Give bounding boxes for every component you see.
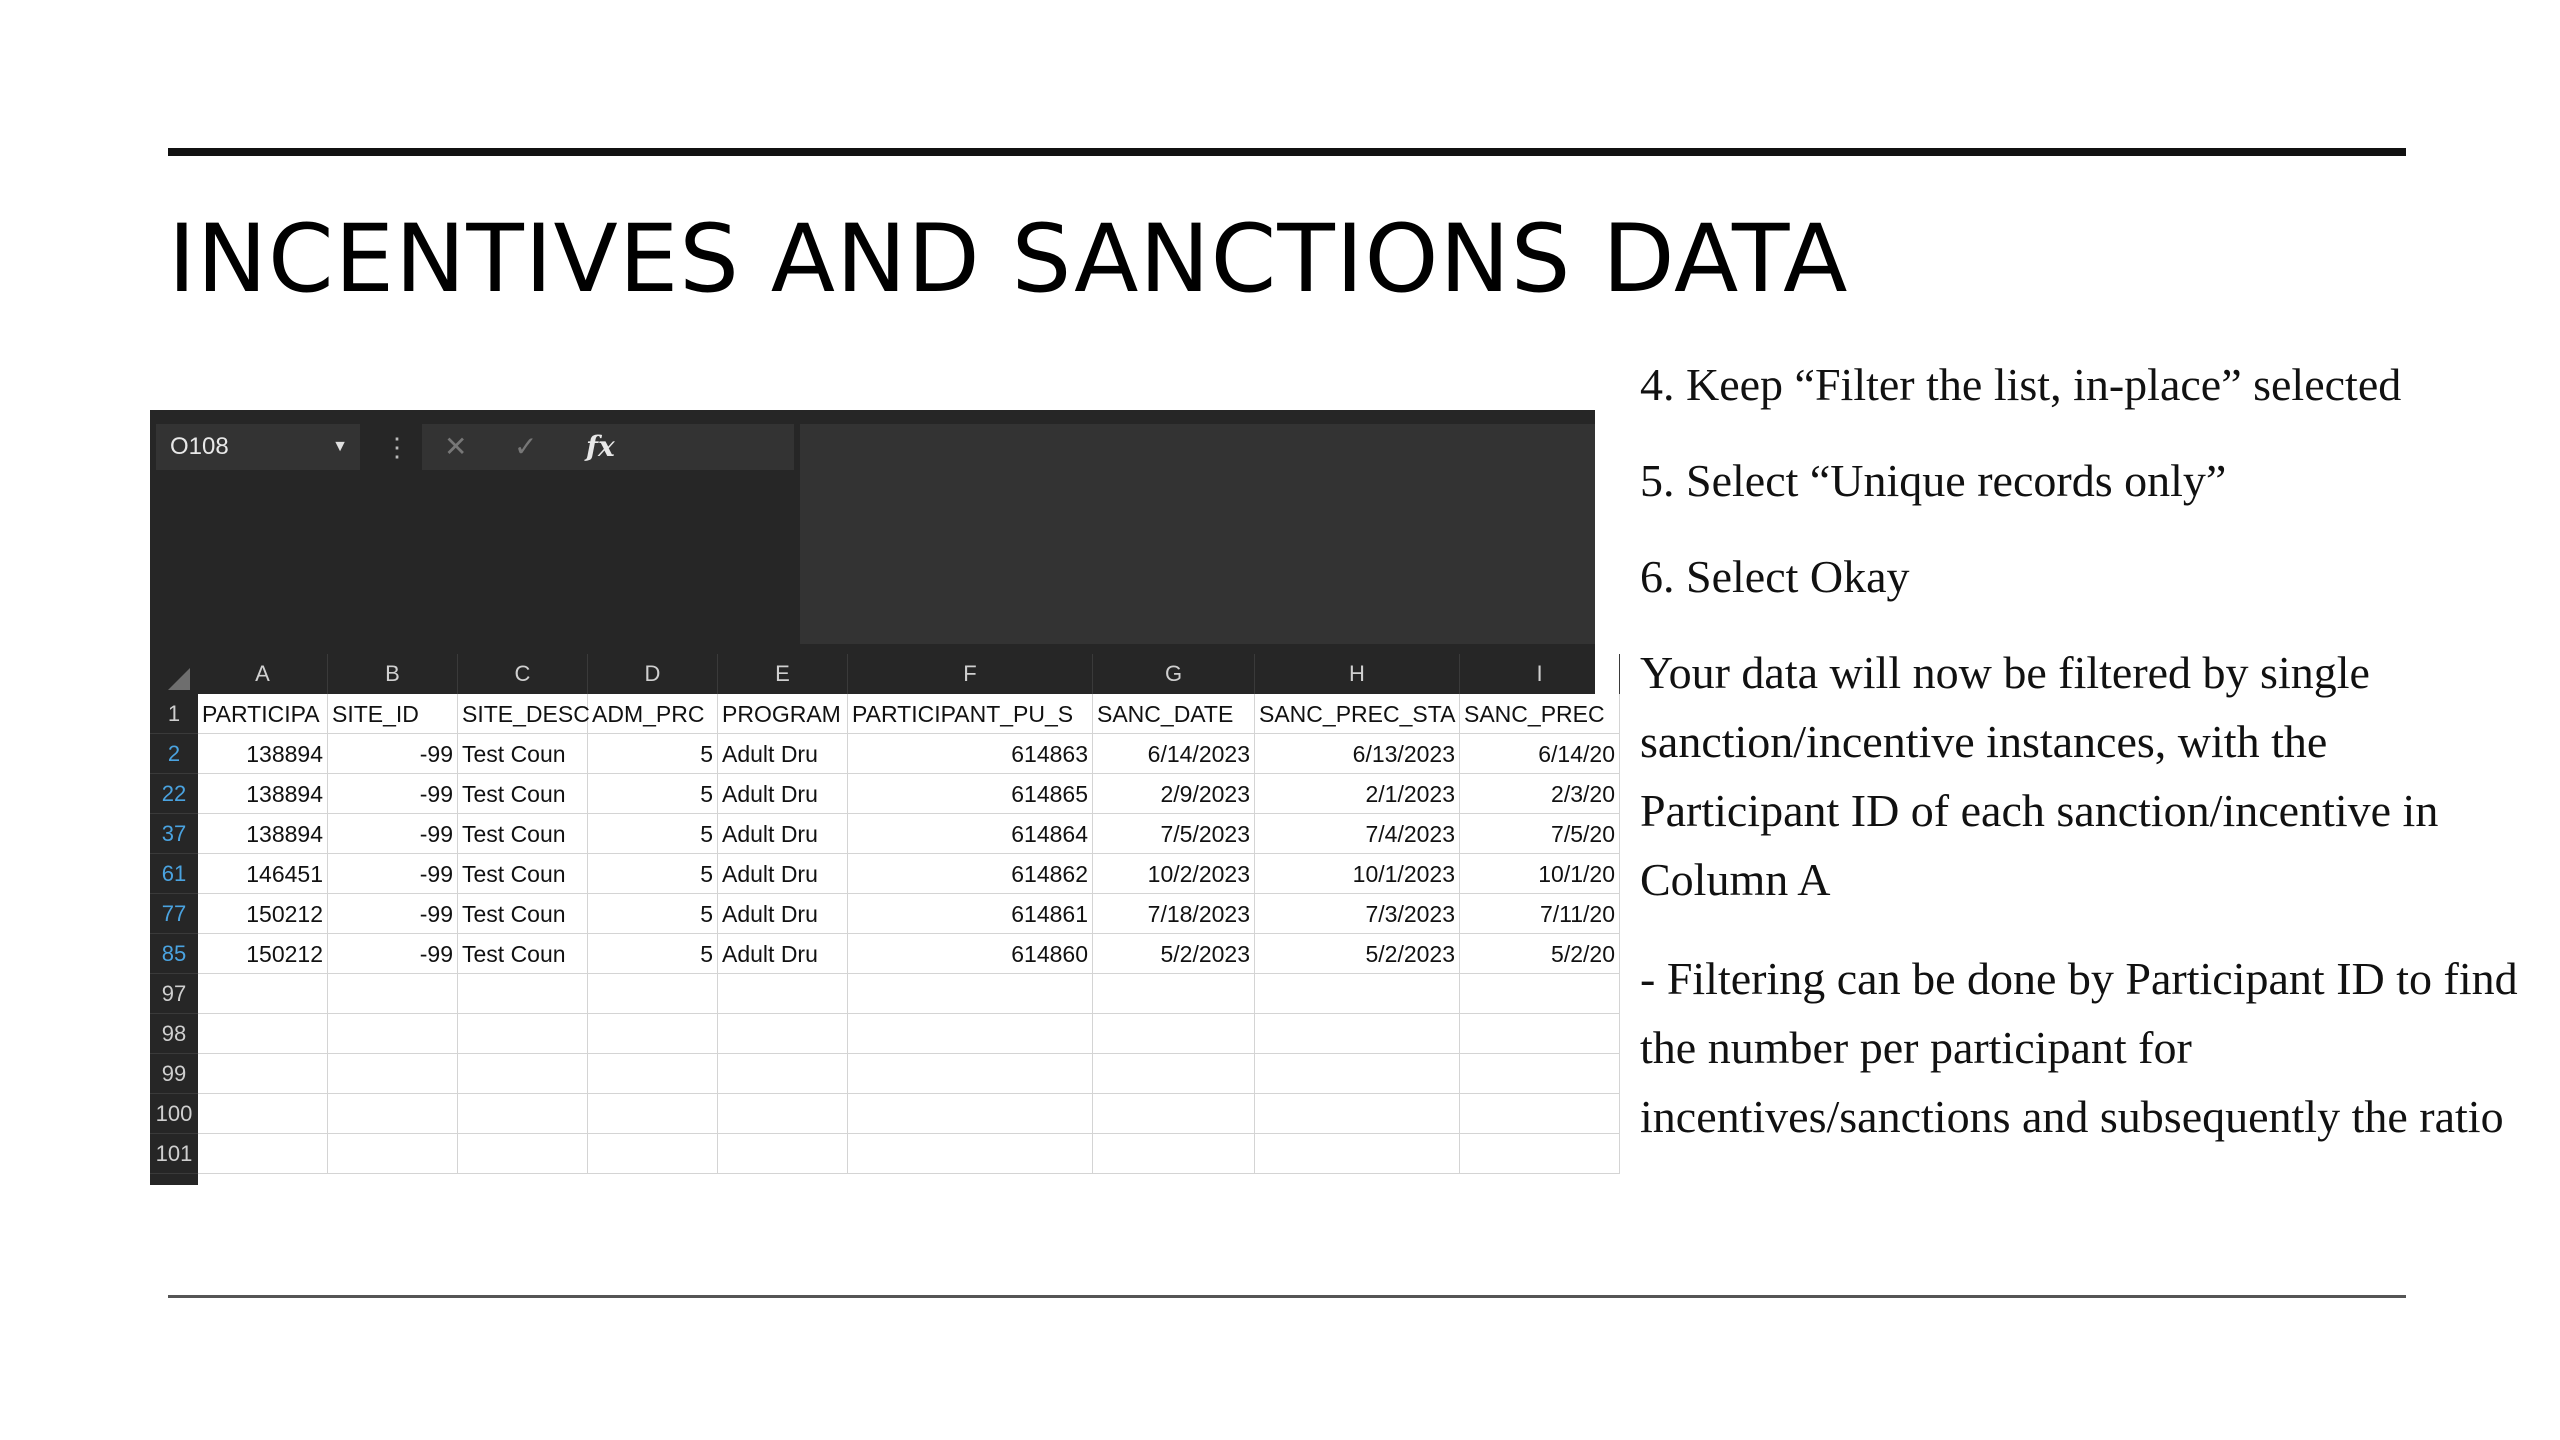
- cell[interactable]: [458, 1134, 588, 1174]
- cell[interactable]: 614860: [848, 934, 1093, 974]
- cell[interactable]: [588, 1014, 718, 1054]
- cell[interactable]: 2/3/20: [1460, 774, 1620, 814]
- cell[interactable]: [458, 1014, 588, 1054]
- result-text: Your data will now be filtered by single sanction/incentive instances, with the Participant ID of each sanction/incentive in Column A: [1640, 647, 2439, 905]
- column-header-c[interactable]: C: [458, 654, 588, 694]
- cell[interactable]: 7/3/2023: [1255, 894, 1460, 934]
- cell[interactable]: -99: [328, 934, 458, 974]
- row-header[interactable]: 101: [150, 1134, 198, 1174]
- header-cell[interactable]: SANC_PREC_STA: [1255, 694, 1460, 734]
- cell[interactable]: [1093, 1134, 1255, 1174]
- cell[interactable]: Test Coun: [458, 934, 588, 974]
- insert-function-icon[interactable]: fx: [586, 430, 615, 463]
- cell[interactable]: [588, 1054, 718, 1094]
- cell[interactable]: 7/5/2023: [1093, 814, 1255, 854]
- top-rule: [168, 148, 2406, 156]
- cell[interactable]: [328, 1094, 458, 1134]
- header-cell[interactable]: SANC_DATE: [1093, 694, 1255, 734]
- cell[interactable]: Test Coun: [458, 854, 588, 894]
- cell[interactable]: [328, 1134, 458, 1174]
- cell[interactable]: Test Coun: [458, 774, 588, 814]
- header-cell[interactable]: PARTICIPA: [198, 694, 328, 734]
- cell[interactable]: [718, 974, 848, 1014]
- excel-toolbar: [150, 410, 1595, 645]
- step-6-text: 6. Select Okay: [1640, 551, 1910, 602]
- cell[interactable]: Adult Dru: [718, 854, 848, 894]
- cell[interactable]: [1460, 1094, 1620, 1134]
- cell[interactable]: 150212: [198, 894, 328, 934]
- cell[interactable]: 2/9/2023: [1093, 774, 1255, 814]
- cell[interactable]: 2/1/2023: [1255, 774, 1460, 814]
- column-header-h[interactable]: H: [1255, 654, 1460, 694]
- excel-screenshot: [150, 410, 1615, 1185]
- cell[interactable]: [1255, 1054, 1460, 1094]
- cell[interactable]: 5: [588, 934, 718, 974]
- spreadsheet-grid: [198, 694, 1615, 1185]
- cell[interactable]: [1255, 974, 1460, 1014]
- row-header[interactable]: 2: [150, 734, 198, 774]
- row-header[interactable]: 98: [150, 1014, 198, 1054]
- row-header[interactable]: 85: [150, 934, 198, 974]
- cell[interactable]: [588, 1134, 718, 1174]
- cell[interactable]: 614864: [848, 814, 1093, 854]
- cell[interactable]: -99: [328, 734, 458, 774]
- cell[interactable]: -99: [328, 894, 458, 934]
- formula-bar[interactable]: [800, 424, 1595, 644]
- cell[interactable]: [198, 1134, 328, 1174]
- cell[interactable]: [718, 1014, 848, 1054]
- cell[interactable]: 7/5/20: [1460, 814, 1620, 854]
- cell[interactable]: Adult Dru: [718, 774, 848, 814]
- cell[interactable]: 138894: [198, 814, 328, 854]
- column-header-e[interactable]: E: [718, 654, 848, 694]
- cell[interactable]: [1460, 974, 1620, 1014]
- header-cell[interactable]: SITE_ID: [328, 694, 458, 734]
- row-header[interactable]: 99: [150, 1054, 198, 1094]
- cell[interactable]: [198, 1054, 328, 1094]
- cell[interactable]: 5/2/2023: [1093, 934, 1255, 974]
- cell[interactable]: Test Coun: [458, 814, 588, 854]
- cell[interactable]: [1093, 1054, 1255, 1094]
- cell[interactable]: Adult Dru: [718, 894, 848, 934]
- cell[interactable]: [198, 1094, 328, 1134]
- cell[interactable]: 614862: [848, 854, 1093, 894]
- cell[interactable]: [848, 974, 1093, 1014]
- header-cell[interactable]: PARTICIPANT_PU_S: [848, 694, 1093, 734]
- row-headers: [150, 694, 198, 1185]
- cell[interactable]: 10/2/2023: [1093, 854, 1255, 894]
- row-header[interactable]: 77: [150, 894, 198, 934]
- cell[interactable]: [718, 1134, 848, 1174]
- cell[interactable]: [198, 974, 328, 1014]
- cell[interactable]: 5: [588, 774, 718, 814]
- cell[interactable]: [1460, 1054, 1620, 1094]
- cell[interactable]: 5: [588, 734, 718, 774]
- cell[interactable]: [848, 1094, 1093, 1134]
- cell[interactable]: 614861: [848, 894, 1093, 934]
- cell[interactable]: 6/13/2023: [1255, 734, 1460, 774]
- chevron-down-icon[interactable]: ▼: [332, 438, 348, 455]
- row-header[interactable]: 97: [150, 974, 198, 1014]
- table-row: [198, 894, 1615, 934]
- row-header[interactable]: 1: [150, 694, 198, 734]
- cell[interactable]: [458, 1094, 588, 1134]
- slide-title: INCENTIVES AND SANCTIONS DATA: [168, 205, 1849, 314]
- row-header[interactable]: 37: [150, 814, 198, 854]
- name-box[interactable]: [156, 424, 360, 470]
- column-header-d[interactable]: D: [588, 654, 718, 694]
- cancel-icon[interactable]: ✕: [444, 431, 468, 462]
- column-header-g[interactable]: G: [1093, 654, 1255, 694]
- cell[interactable]: 150212: [198, 934, 328, 974]
- row-header[interactable]: 22: [150, 774, 198, 814]
- cell[interactable]: 138894: [198, 734, 328, 774]
- column-header-f[interactable]: F: [848, 654, 1093, 694]
- cell[interactable]: 10/1/2023: [1255, 854, 1460, 894]
- cell[interactable]: 7/18/2023: [1093, 894, 1255, 934]
- table-row: [198, 1054, 1595, 1094]
- cell[interactable]: [848, 1054, 1093, 1094]
- cell[interactable]: -99: [328, 814, 458, 854]
- table-row: [198, 734, 1615, 774]
- cell[interactable]: 5: [588, 854, 718, 894]
- cell[interactable]: [328, 974, 458, 1014]
- cell[interactable]: Adult Dru: [718, 814, 848, 854]
- column-header-a[interactable]: A: [198, 654, 328, 694]
- cell[interactable]: [458, 1054, 588, 1094]
- tip-text: - Filtering can be done by Participant ID to find the number per participant for incentives/sanctions and subsequently the ratio: [1640, 953, 2518, 1142]
- table-row: [198, 1134, 1595, 1174]
- cell[interactable]: Adult Dru: [718, 934, 848, 974]
- cell[interactable]: [1093, 1094, 1255, 1134]
- confirm-icon[interactable]: ✓: [514, 431, 538, 462]
- name-box-value: O108: [170, 433, 229, 460]
- cell[interactable]: [718, 1054, 848, 1094]
- step-4-text: 4. Keep “Filter the list, in-place” selected: [1640, 359, 2402, 410]
- cell[interactable]: [1093, 974, 1255, 1014]
- cell[interactable]: [588, 1094, 718, 1134]
- select-all-corner[interactable]: [168, 668, 190, 690]
- cell[interactable]: [198, 1014, 328, 1054]
- cell[interactable]: 10/1/20: [1460, 854, 1620, 894]
- cell[interactable]: [1093, 1014, 1255, 1054]
- cell[interactable]: 5: [588, 894, 718, 934]
- cell[interactable]: 614863: [848, 734, 1093, 774]
- cell[interactable]: 7/11/20: [1460, 894, 1620, 934]
- cell[interactable]: [1255, 1094, 1460, 1134]
- cell[interactable]: 146451: [198, 854, 328, 894]
- header-cell[interactable]: SITE_DESC: [458, 694, 588, 734]
- cell[interactable]: 614865: [848, 774, 1093, 814]
- cell[interactable]: [328, 1014, 458, 1054]
- cell[interactable]: -99: [328, 774, 458, 814]
- header-cell[interactable]: SANC_PREC: [1460, 694, 1620, 734]
- bottom-rule: [168, 1295, 2406, 1298]
- cell[interactable]: 5: [588, 814, 718, 854]
- header-cell[interactable]: PROGRAM: [718, 694, 848, 734]
- cell[interactable]: Adult Dru: [718, 734, 848, 774]
- cell[interactable]: 5/2/2023: [1255, 934, 1460, 974]
- cell[interactable]: [718, 1094, 848, 1134]
- cell[interactable]: 6/14/2023: [1093, 734, 1255, 774]
- row-header[interactable]: 61: [150, 854, 198, 894]
- cell[interactable]: 7/4/2023: [1255, 814, 1460, 854]
- step-5-text: 5. Select “Unique records only”: [1640, 455, 2227, 506]
- cell[interactable]: [458, 974, 588, 1014]
- formula-controls: [422, 424, 794, 470]
- column-header-i[interactable]: I: [1460, 654, 1620, 694]
- column-headers: [150, 654, 1595, 694]
- cell[interactable]: [1255, 1134, 1460, 1174]
- cell[interactable]: [1460, 1014, 1620, 1054]
- cell[interactable]: [1460, 1134, 1620, 1174]
- header-row: [198, 694, 1605, 734]
- table-row: [198, 934, 1615, 974]
- cell[interactable]: Test Coun: [458, 894, 588, 934]
- cell[interactable]: [588, 974, 718, 1014]
- cell[interactable]: Test Coun: [458, 734, 588, 774]
- cell[interactable]: [848, 1014, 1093, 1054]
- table-row: [198, 1014, 1595, 1054]
- table-row: [198, 974, 1595, 1014]
- row-header[interactable]: 100: [150, 1094, 198, 1134]
- cell[interactable]: [848, 1134, 1093, 1174]
- cell[interactable]: [328, 1054, 458, 1094]
- cell[interactable]: 5/2/20: [1460, 934, 1620, 974]
- table-row: [198, 854, 1615, 894]
- cell[interactable]: -99: [328, 854, 458, 894]
- header-cell[interactable]: ADM_PRC: [588, 694, 718, 734]
- table-row: [198, 814, 1615, 854]
- table-row: [198, 774, 1615, 814]
- more-options-icon[interactable]: ⋮: [384, 432, 410, 462]
- cell[interactable]: [1255, 1014, 1460, 1054]
- table-row: [198, 1094, 1595, 1134]
- cell[interactable]: 6/14/20: [1460, 734, 1620, 774]
- cell[interactable]: 138894: [198, 774, 328, 814]
- column-header-b[interactable]: B: [328, 654, 458, 694]
